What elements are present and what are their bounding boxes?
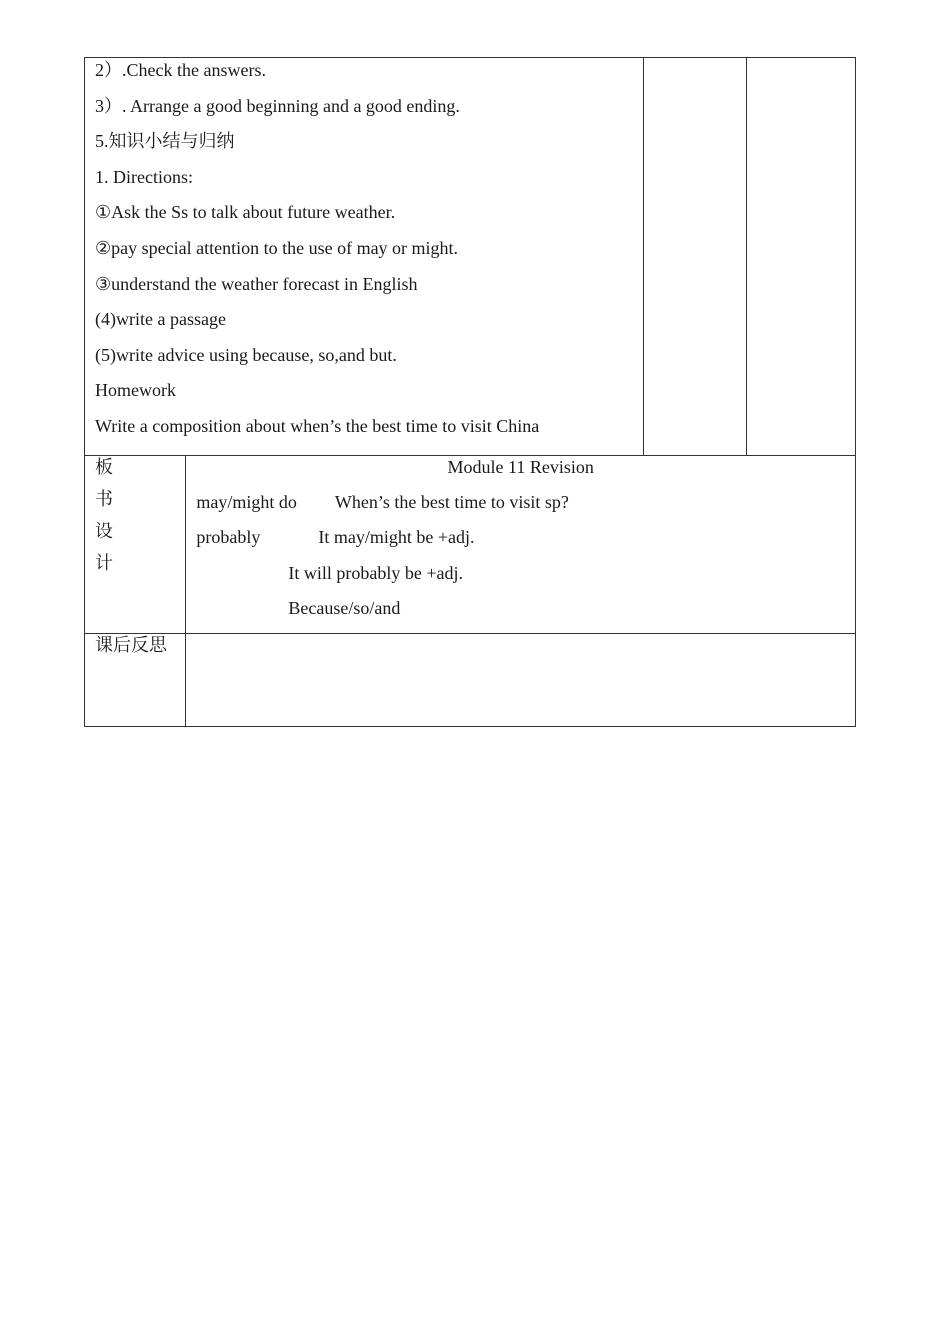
procedure-line: (4)write a passage	[95, 309, 226, 330]
notes-cell-2	[746, 58, 855, 456]
board-row-1-right: When’s the best time to visit sp?	[334, 491, 569, 512]
procedure-line: ②pay special attention to the use of may or might.	[95, 237, 459, 258]
board-design-row	[85, 455, 856, 633]
procedure-line: Homework	[95, 380, 176, 401]
board-row-3: It will probably be +adj.	[288, 562, 464, 583]
procedure-line: Write a composition about when’s the best time to visit China	[95, 415, 540, 436]
procedure-line: 1. Directions:	[95, 166, 193, 187]
board-row-1-left: may/might do	[196, 491, 297, 512]
board-row-2-right: It may/might be +adj.	[318, 527, 475, 548]
board-label-char: 设	[95, 520, 113, 541]
procedure-line: ③understand the weather forecast in English	[95, 273, 418, 294]
reflection-label: 课后反思	[85, 633, 186, 726]
notes-cell-1	[644, 58, 746, 456]
procedure-line: 3）. Arrange a good beginning and a good ending.	[95, 95, 460, 116]
procedure-row	[85, 58, 856, 456]
procedure-line: (5)write advice using because, so,and but.	[95, 344, 397, 365]
procedure-line: 2）.Check the answers.	[95, 60, 266, 80]
board-row-1	[196, 491, 845, 526]
board-row-4: Because/so/and	[288, 598, 401, 619]
board-row-2	[196, 526, 845, 561]
board-design-label	[85, 455, 186, 633]
board-row-2-left: probably	[196, 527, 261, 548]
procedure-line: ①Ask the Ss to talk about future weather.	[95, 202, 396, 223]
reflection-row	[85, 633, 856, 726]
board-label-char: 计	[95, 552, 113, 573]
board-title: Module 11 Revision	[447, 456, 594, 477]
procedure-line: 5.知识小结与归纳	[95, 131, 235, 152]
lesson-plan-table	[84, 57, 856, 727]
board-label-char: 板	[95, 456, 113, 477]
procedure-cell	[85, 58, 644, 456]
reflection-content	[186, 633, 856, 726]
board-design-content	[186, 455, 856, 633]
board-label-char: 书	[95, 488, 113, 509]
